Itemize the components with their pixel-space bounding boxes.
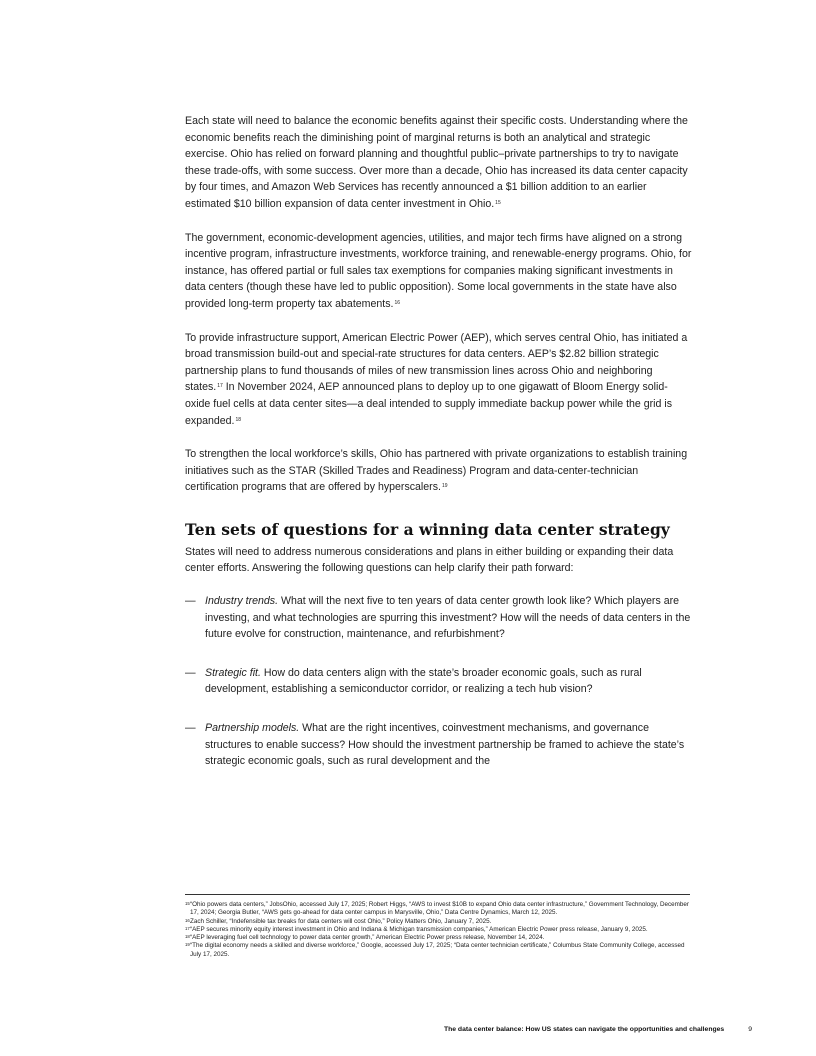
bullet-strategic-fit	[185, 665, 693, 698]
footnote-ref[interactable]: 18	[235, 416, 242, 423]
footnote-number: 17	[185, 925, 190, 931]
footnote-text: “Ohio powers data centers,” JobsOhio, accessed July 17, 2025; Robert Higgs, “AWS to invest $10B to expand Ohio data center infrastructure,” Government Technology, December 17, 2024; Georgia Butler, “AWS gets go-ahead for data center campus in Marysville, Ohio,” Data Centre Dynamics, March 12, 2025.	[190, 901, 689, 917]
bullet-title: Industry trends.	[205, 595, 279, 608]
footnote-18	[185, 934, 690, 942]
paragraph-4	[185, 446, 693, 496]
body-column	[185, 113, 693, 792]
paragraph-3	[185, 330, 693, 430]
bullet-dash: —	[185, 722, 196, 735]
footnote-text: “AEP secures minority equity interest investment in Ohio and Indiana & Michigan transmission companies,” American Electric Power press release, January 9, 2025.	[190, 925, 648, 933]
paragraph-text: To strengthen the local workforce’s skills, Ohio has partnered with private organizations to establish training initiatives such as the STAR (Skilled Trades and Readiness) Program and data-center-technician certification programs that are offered by hyperscalers.	[185, 448, 688, 494]
footer-title: The data center balance: How US states can navigate the opportunities and challenges	[443, 1026, 725, 1033]
section-intro: States will need to address numerous considerations and plans in either building or expanding their data center efforts. Answering the following questions can help clarify their path forward:	[185, 545, 674, 575]
bullet-dash: —	[185, 666, 196, 679]
paragraph-text: To provide infrastructure support, American Electric Power (AEP), which serves central Ohio, has initiated a broad transmission build-out and special-rate structures for data centers. AEP’s $2.82 billion strategic partnership plans to fund thousands of miles of new transmission lines across Ohio and neighboring states.	[185, 331, 688, 394]
footnote-ref[interactable]: 19	[441, 483, 448, 490]
footnote-ref[interactable]: 15	[495, 199, 501, 206]
footnote-ref[interactable]: 16	[394, 299, 401, 306]
paragraph-text: In November 2024, AEP announced plans to deploy up to one gigawatt of Bloom Energy solid-oxide fuel cells at data center sites—a deal intended to supply immediate backup power while the grid is expanded.	[185, 381, 672, 427]
bullet-dash: —	[185, 595, 196, 608]
footnote-19	[185, 942, 690, 959]
paragraph-text: The government, economic-development agencies, utilities, and major tech firms have aligned on a strong incentive program, infrastructure investments, workforce training, and renewable-energy programs. Ohio, for instance, has offered partial or full sales tax exemptions for companies making significant investments in data centers (though these have led to public opposition). Some local governments in the state have also provided long-term property tax abatements.	[185, 231, 692, 310]
footnote-text: Zach Schiller, “Indefensible tax breaks for data centers will cost Ohio,” Policy Matters Ohio, January 7, 2025.	[190, 917, 492, 925]
bullet-title: Partnership models.	[205, 722, 300, 735]
paragraph-2	[185, 230, 693, 313]
bullet-text: How do data centers align with the state’s broader economic goals, such as rural development, establishing a semiconductor corridor, or realizing a tech hub vision?	[205, 666, 642, 696]
bullet-text: What will the next five to ten years of data center growth look like? Which players are investing, and what technologies are spurring this investment? How will the needs of data centers in the future evolve for construction, maintenance, and refurbishment?	[205, 595, 691, 641]
page-footer	[0, 1026, 752, 1033]
paragraph-1	[185, 113, 693, 213]
paragraph-text: Each state will need to balance the economic benefits against their specific costs. Understanding where the economic benefits reach the diminishing point of marginal returns is both an analytical and strategic exercise. Ohio has relied on forward planning and thoughtful public–private partnerships to try to navigate these trade-offs, with some success. Over more than a decade, Ohio has increased its data center capacity by four times, and Amazon Web Services has recently announced a $1 billion addition to an earlier estimated $10 billion expansion of data center investment in Ohio.	[185, 115, 688, 210]
bullet-partnership-models	[185, 720, 693, 770]
page-number: 9	[748, 1026, 752, 1033]
bullet-title: Strategic fit.	[205, 666, 261, 679]
footnote-15	[185, 901, 690, 918]
footnote-number: 15	[185, 901, 190, 906]
section-heading: Ten sets of questions for a winning data center strategy	[185, 519, 670, 539]
footnote-ref[interactable]: 17	[217, 383, 223, 390]
bullet-industry-trends	[185, 593, 693, 643]
footnote-text: “AEP leveraging fuel cell technology to power data center growth,” American Electric Power press release, November 14, 2024.	[190, 934, 545, 942]
footnotes	[185, 894, 690, 959]
footnote-16	[185, 918, 690, 926]
footnote-number: 19	[185, 942, 190, 948]
footnote-number: 18	[185, 934, 190, 940]
bullet-text: What are the right incentives, coinvestment mechanisms, and governance structures to enable success? How should the investment partnership be framed to achieve the state’s strategic economic goals, such as rural development and the	[205, 722, 685, 768]
footnote-text: “The digital economy needs a skilled and diverse workforce,” Google, accessed July 17, 2025; “Data center technician certificate,” Columbus State Community College, accessed July 17, 2025.	[190, 942, 685, 958]
footnote-number: 16	[185, 917, 190, 923]
footnote-17	[185, 926, 690, 934]
